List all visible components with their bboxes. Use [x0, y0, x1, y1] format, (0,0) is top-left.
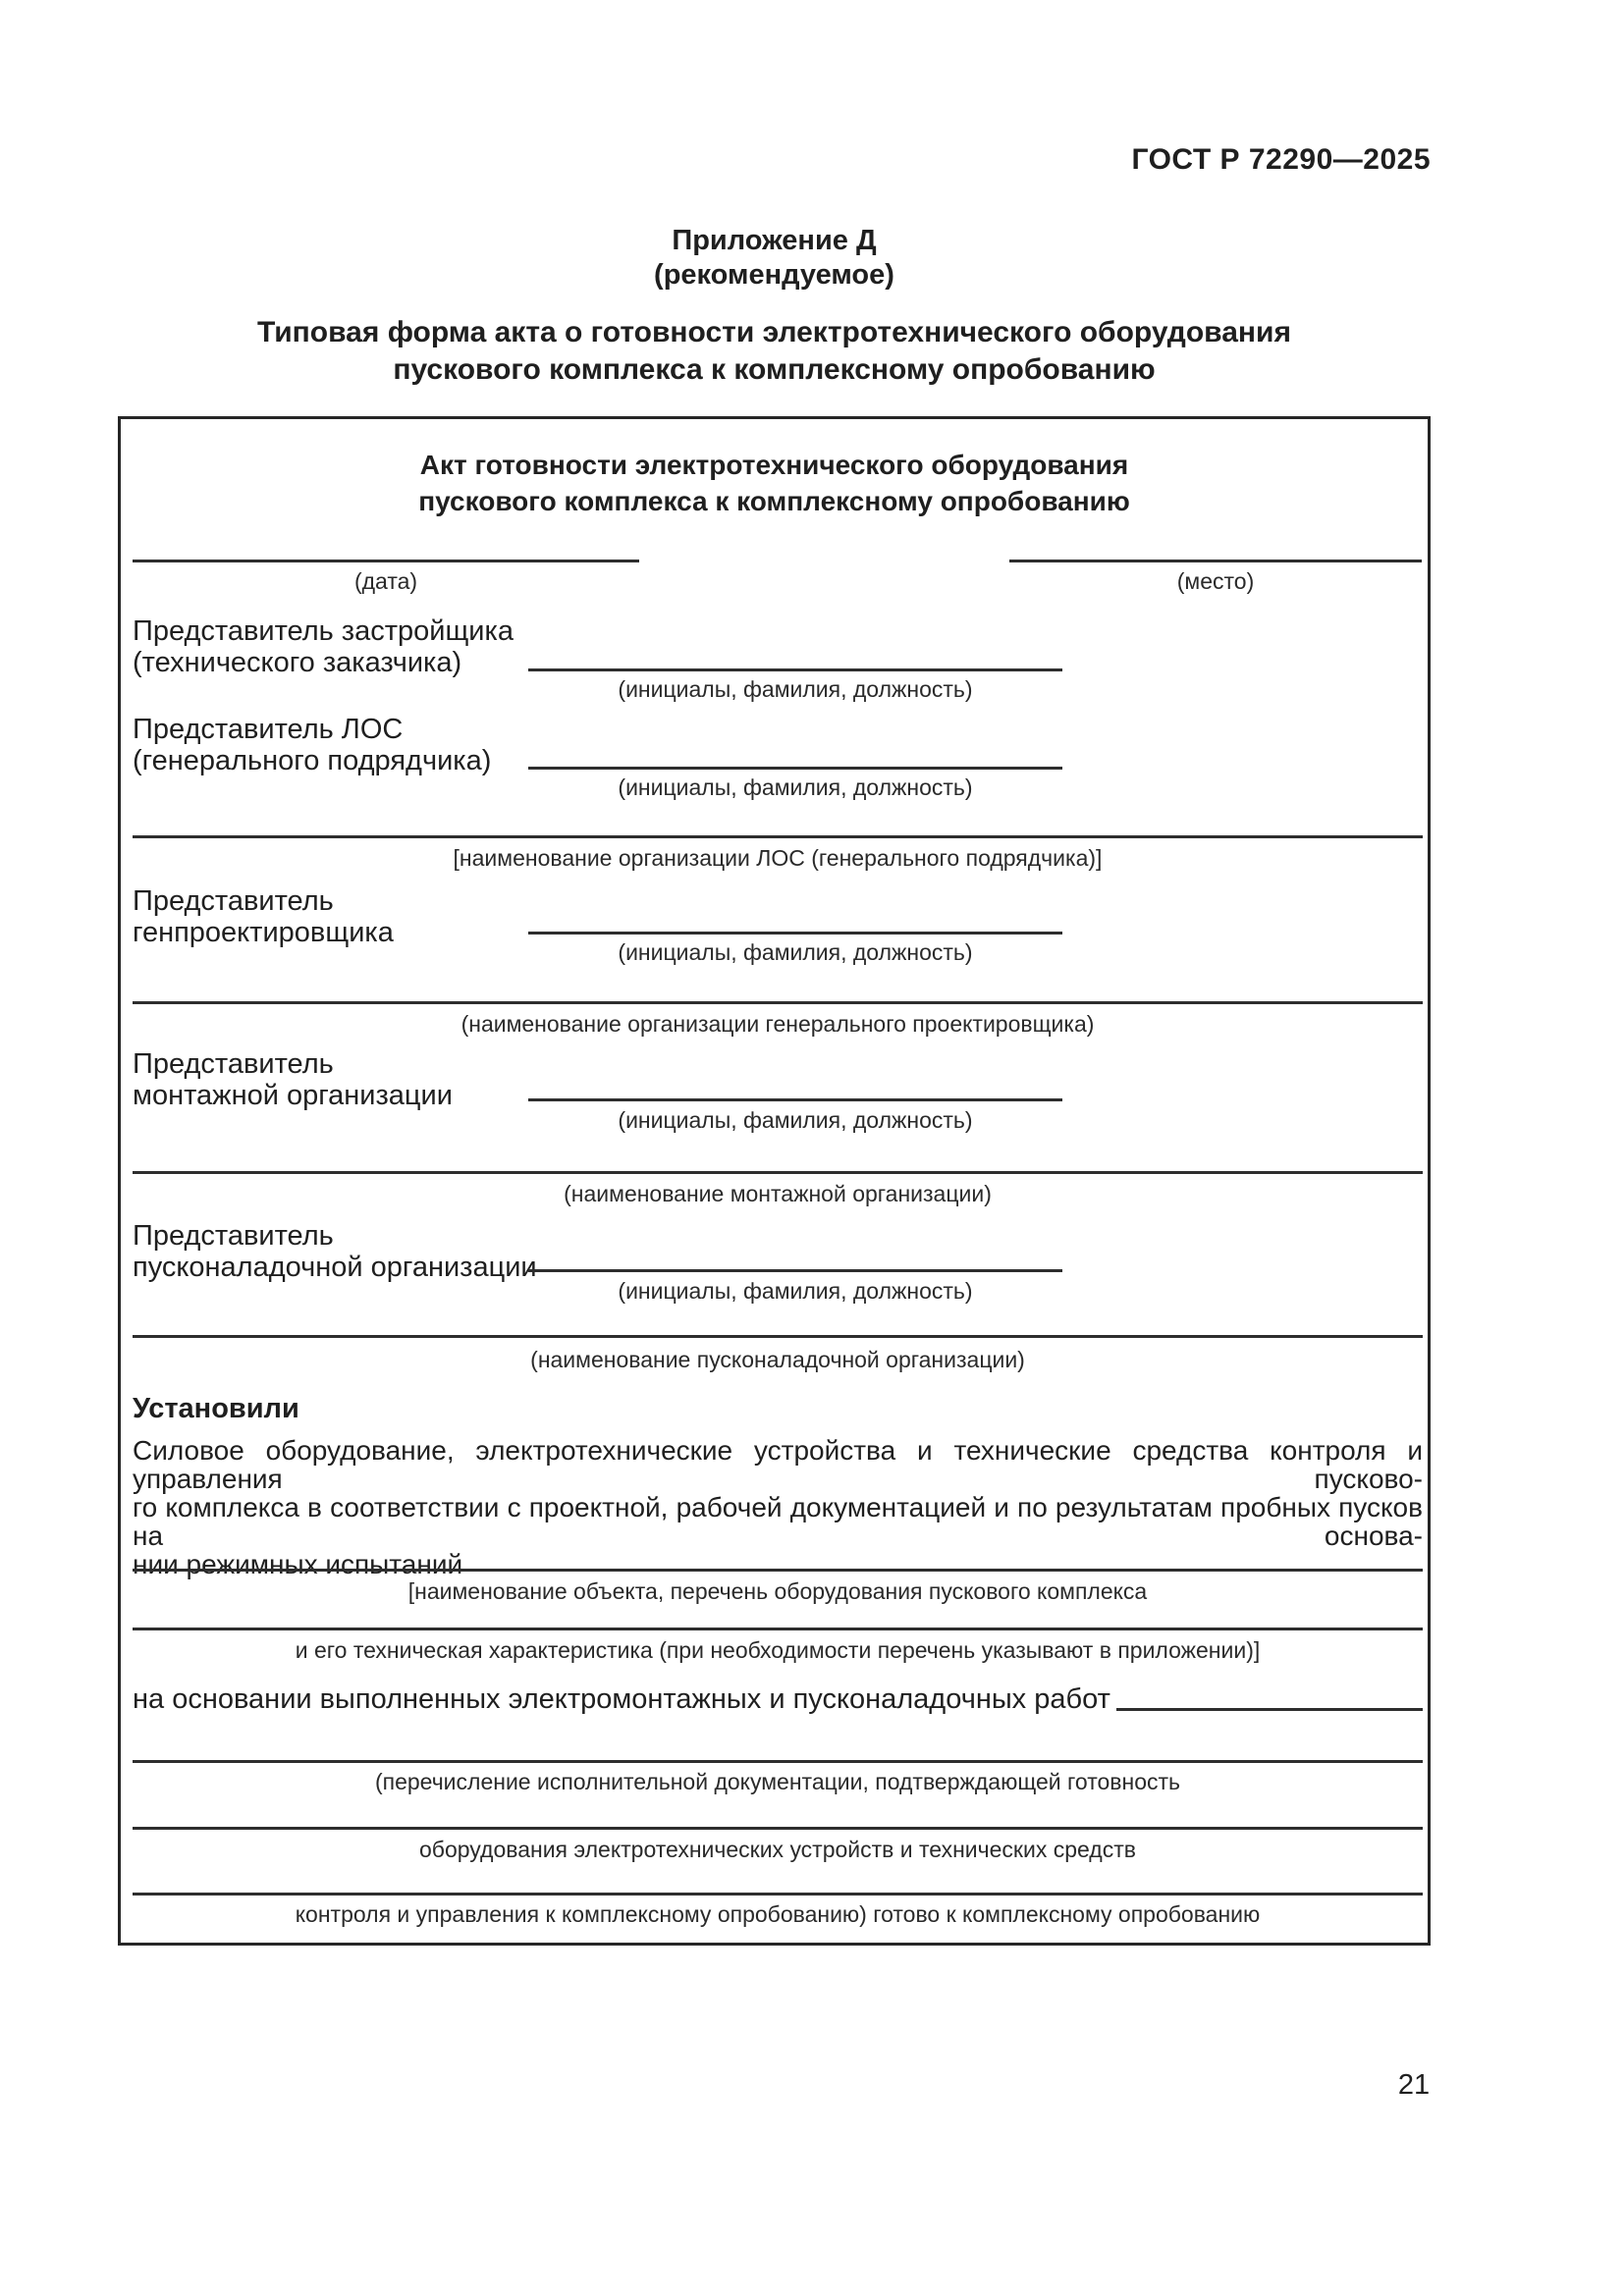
- signer-designer-label: [133, 885, 394, 948]
- object-caption-1: [наименование объекта, перечень оборудования пускового комплекса: [407, 1578, 1148, 1604]
- signer-designer-underline: [528, 932, 1062, 934]
- signer-contractor-label-line2: (генерального подрядчика): [133, 745, 492, 776]
- form-box: [118, 416, 1431, 1946]
- basis-text: на основании выполненных электромонтажных и пусконаладочных работ: [133, 1683, 1110, 1715]
- org-installer-caption: (наименование монтажной организации): [564, 1181, 992, 1206]
- signer-installer-label-line1: Представитель: [133, 1048, 334, 1080]
- established-paragraph: [133, 1436, 1423, 1578]
- org-designer-caption: (наименование организации генерального проектировщика): [460, 1011, 1095, 1037]
- appendix-label: Приложение Д: [672, 225, 877, 256]
- signer-contractor-label-line1: Представитель ЛОС: [133, 714, 404, 745]
- date-underline: [133, 560, 639, 562]
- date-caption: (дата): [353, 568, 418, 594]
- place-underline: [1009, 560, 1422, 562]
- readiness-underline-1: [133, 1760, 1423, 1763]
- object-underline-1: [133, 1569, 1423, 1572]
- readiness-caption-3: контроля и управления к комплексному опробованию) готово к комплексному опробованию: [295, 1901, 1261, 1927]
- org-commissioning-underline: [133, 1335, 1423, 1338]
- signer-installer-caption: (инициалы, фамилия, должность): [618, 1107, 973, 1133]
- org-designer-underline: [133, 1001, 1423, 1004]
- signer-installer-label: [133, 1048, 453, 1111]
- signer-commissioning-caption: (инициалы, фамилия, должность): [618, 1278, 973, 1304]
- signer-installer-label-line2: монтажной организации: [133, 1080, 453, 1111]
- signer-installer-underline: [528, 1098, 1062, 1101]
- signer-contractor-underline: [528, 767, 1062, 770]
- readiness-underline-3: [133, 1893, 1423, 1896]
- signer-designer-caption: (инициалы, фамилия, должность): [618, 939, 973, 965]
- signer-developer-caption: (инициалы, фамилия, должность): [618, 676, 973, 702]
- basis-row: [133, 1683, 1423, 1716]
- appendix-kind: (рекомендуемое): [654, 259, 894, 291]
- signer-commissioning-label-line2: пусконаладочной организации: [133, 1252, 537, 1283]
- form-title-line1: Акт готовности электротехнического оборудования: [419, 450, 1129, 480]
- readiness-underline-2: [133, 1827, 1423, 1830]
- object-caption-2: и его техническая характеристика (при необходимости перечень указывают в приложении)]: [295, 1637, 1261, 1663]
- org-contractor-caption: [наименование организации ЛОС (генерального подрядчика)]: [453, 845, 1103, 871]
- page-number: 21: [1397, 2069, 1431, 2101]
- object-underline-2: [133, 1628, 1423, 1630]
- document-title: [118, 314, 1431, 389]
- signer-designer-label-line1: Представитель: [133, 885, 334, 917]
- established-heading: Установили: [133, 1393, 299, 1424]
- signer-developer-label: [133, 615, 514, 678]
- appendix-heading: [118, 224, 1431, 293]
- signer-commissioning-label: [133, 1220, 537, 1283]
- form-title: [121, 447, 1428, 519]
- standard-code: ГОСТ Р 72290—2025: [1131, 143, 1431, 176]
- signer-commissioning-underline: [528, 1269, 1062, 1272]
- document-title-line2: пускового комплекса к комплексному опробованию: [393, 353, 1156, 386]
- signer-designer-label-line2: генпроектировщика: [133, 917, 394, 948]
- basis-underline: [1116, 1708, 1423, 1711]
- org-contractor-underline: [133, 835, 1423, 838]
- org-commissioning-caption: (наименование пусконаладочной организации): [530, 1347, 1025, 1372]
- form-title-line2: пускового комплекса к комплексному опробованию: [418, 486, 1130, 516]
- place-caption: (место): [1176, 568, 1255, 594]
- org-installer-underline: [133, 1171, 1423, 1174]
- readiness-caption-2: оборудования электротехнических устройств и технических средств: [419, 1837, 1136, 1862]
- established-paragraph-line3: нии режимных испытаний: [133, 1549, 463, 1579]
- signer-developer-label-line1: Представитель застройщика: [133, 615, 514, 647]
- readiness-caption-1: (перечисление исполнительной документации, подтверждающей готовность: [374, 1769, 1181, 1794]
- established-paragraph-line2: го комплекса в соответствии с проектной, рабочей документацией и по результатам пробных пусков на основа-: [133, 1492, 1423, 1551]
- signer-contractor-caption: (инициалы, фамилия, должность): [618, 774, 973, 800]
- signer-commissioning-label-line1: Представитель: [133, 1220, 334, 1252]
- signer-developer-underline: [528, 668, 1062, 671]
- document-title-line1: Типовая форма акта о готовности электротехнического оборудования: [257, 316, 1291, 348]
- signer-developer-label-line2: (технического заказчика): [133, 647, 462, 678]
- established-paragraph-line1: Силовое оборудование, электротехнические устройства и технические средства контроля и управления пусково-: [133, 1435, 1423, 1494]
- signer-contractor-label: [133, 714, 491, 776]
